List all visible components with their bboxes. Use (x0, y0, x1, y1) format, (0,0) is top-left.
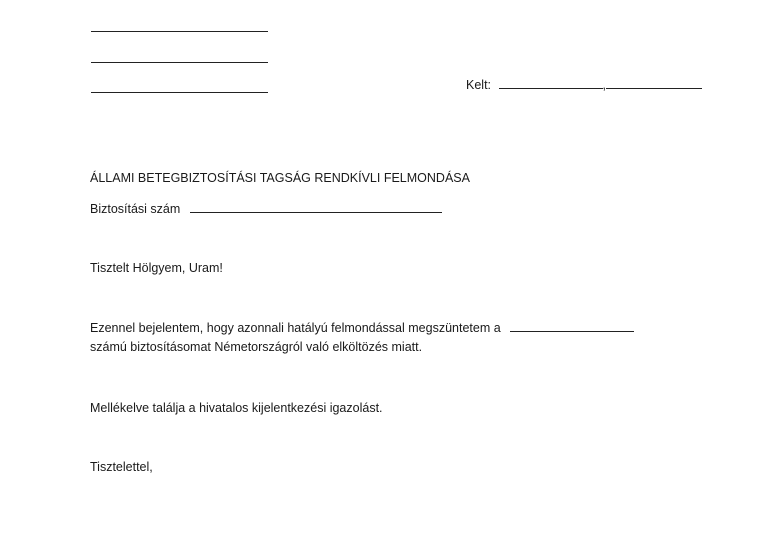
date-row (466, 77, 702, 93)
paragraph-1-line-2: számú biztosításomat Németországról való elköltözés miatt. (90, 340, 423, 354)
sender-line-3 (91, 92, 268, 93)
date-place-blank (499, 77, 603, 89)
sender-line-2 (91, 62, 268, 63)
letter-subject: ÁLLAMI BETEGBIZTOSÍTÁSI TAGSÁG RENDKÍVLI FELMONDÁSA (90, 171, 470, 185)
paragraph-1-line-1 (90, 320, 634, 336)
date-value-blank (606, 77, 702, 89)
insurance-number-label: Biztosítási szám (90, 202, 181, 216)
salutation: Tisztelt Hölgyem, Uram! (90, 261, 223, 275)
insurance-number-blank (190, 201, 442, 213)
paragraph-2: Mellékelve találja a hivatalos kijelentkezési igazolást. (90, 401, 383, 415)
closing: Tisztelettel, (90, 460, 153, 474)
date-label: Kelt: (466, 78, 492, 92)
sender-line-1 (91, 31, 268, 32)
insurance-number-row (90, 201, 442, 217)
paragraph-1-text: Ezennel bejelentem, hogy azonnali hatályú felmondással megszüntetem a (90, 321, 501, 335)
policy-number-blank (510, 320, 634, 332)
date-separator: , (602, 78, 606, 92)
